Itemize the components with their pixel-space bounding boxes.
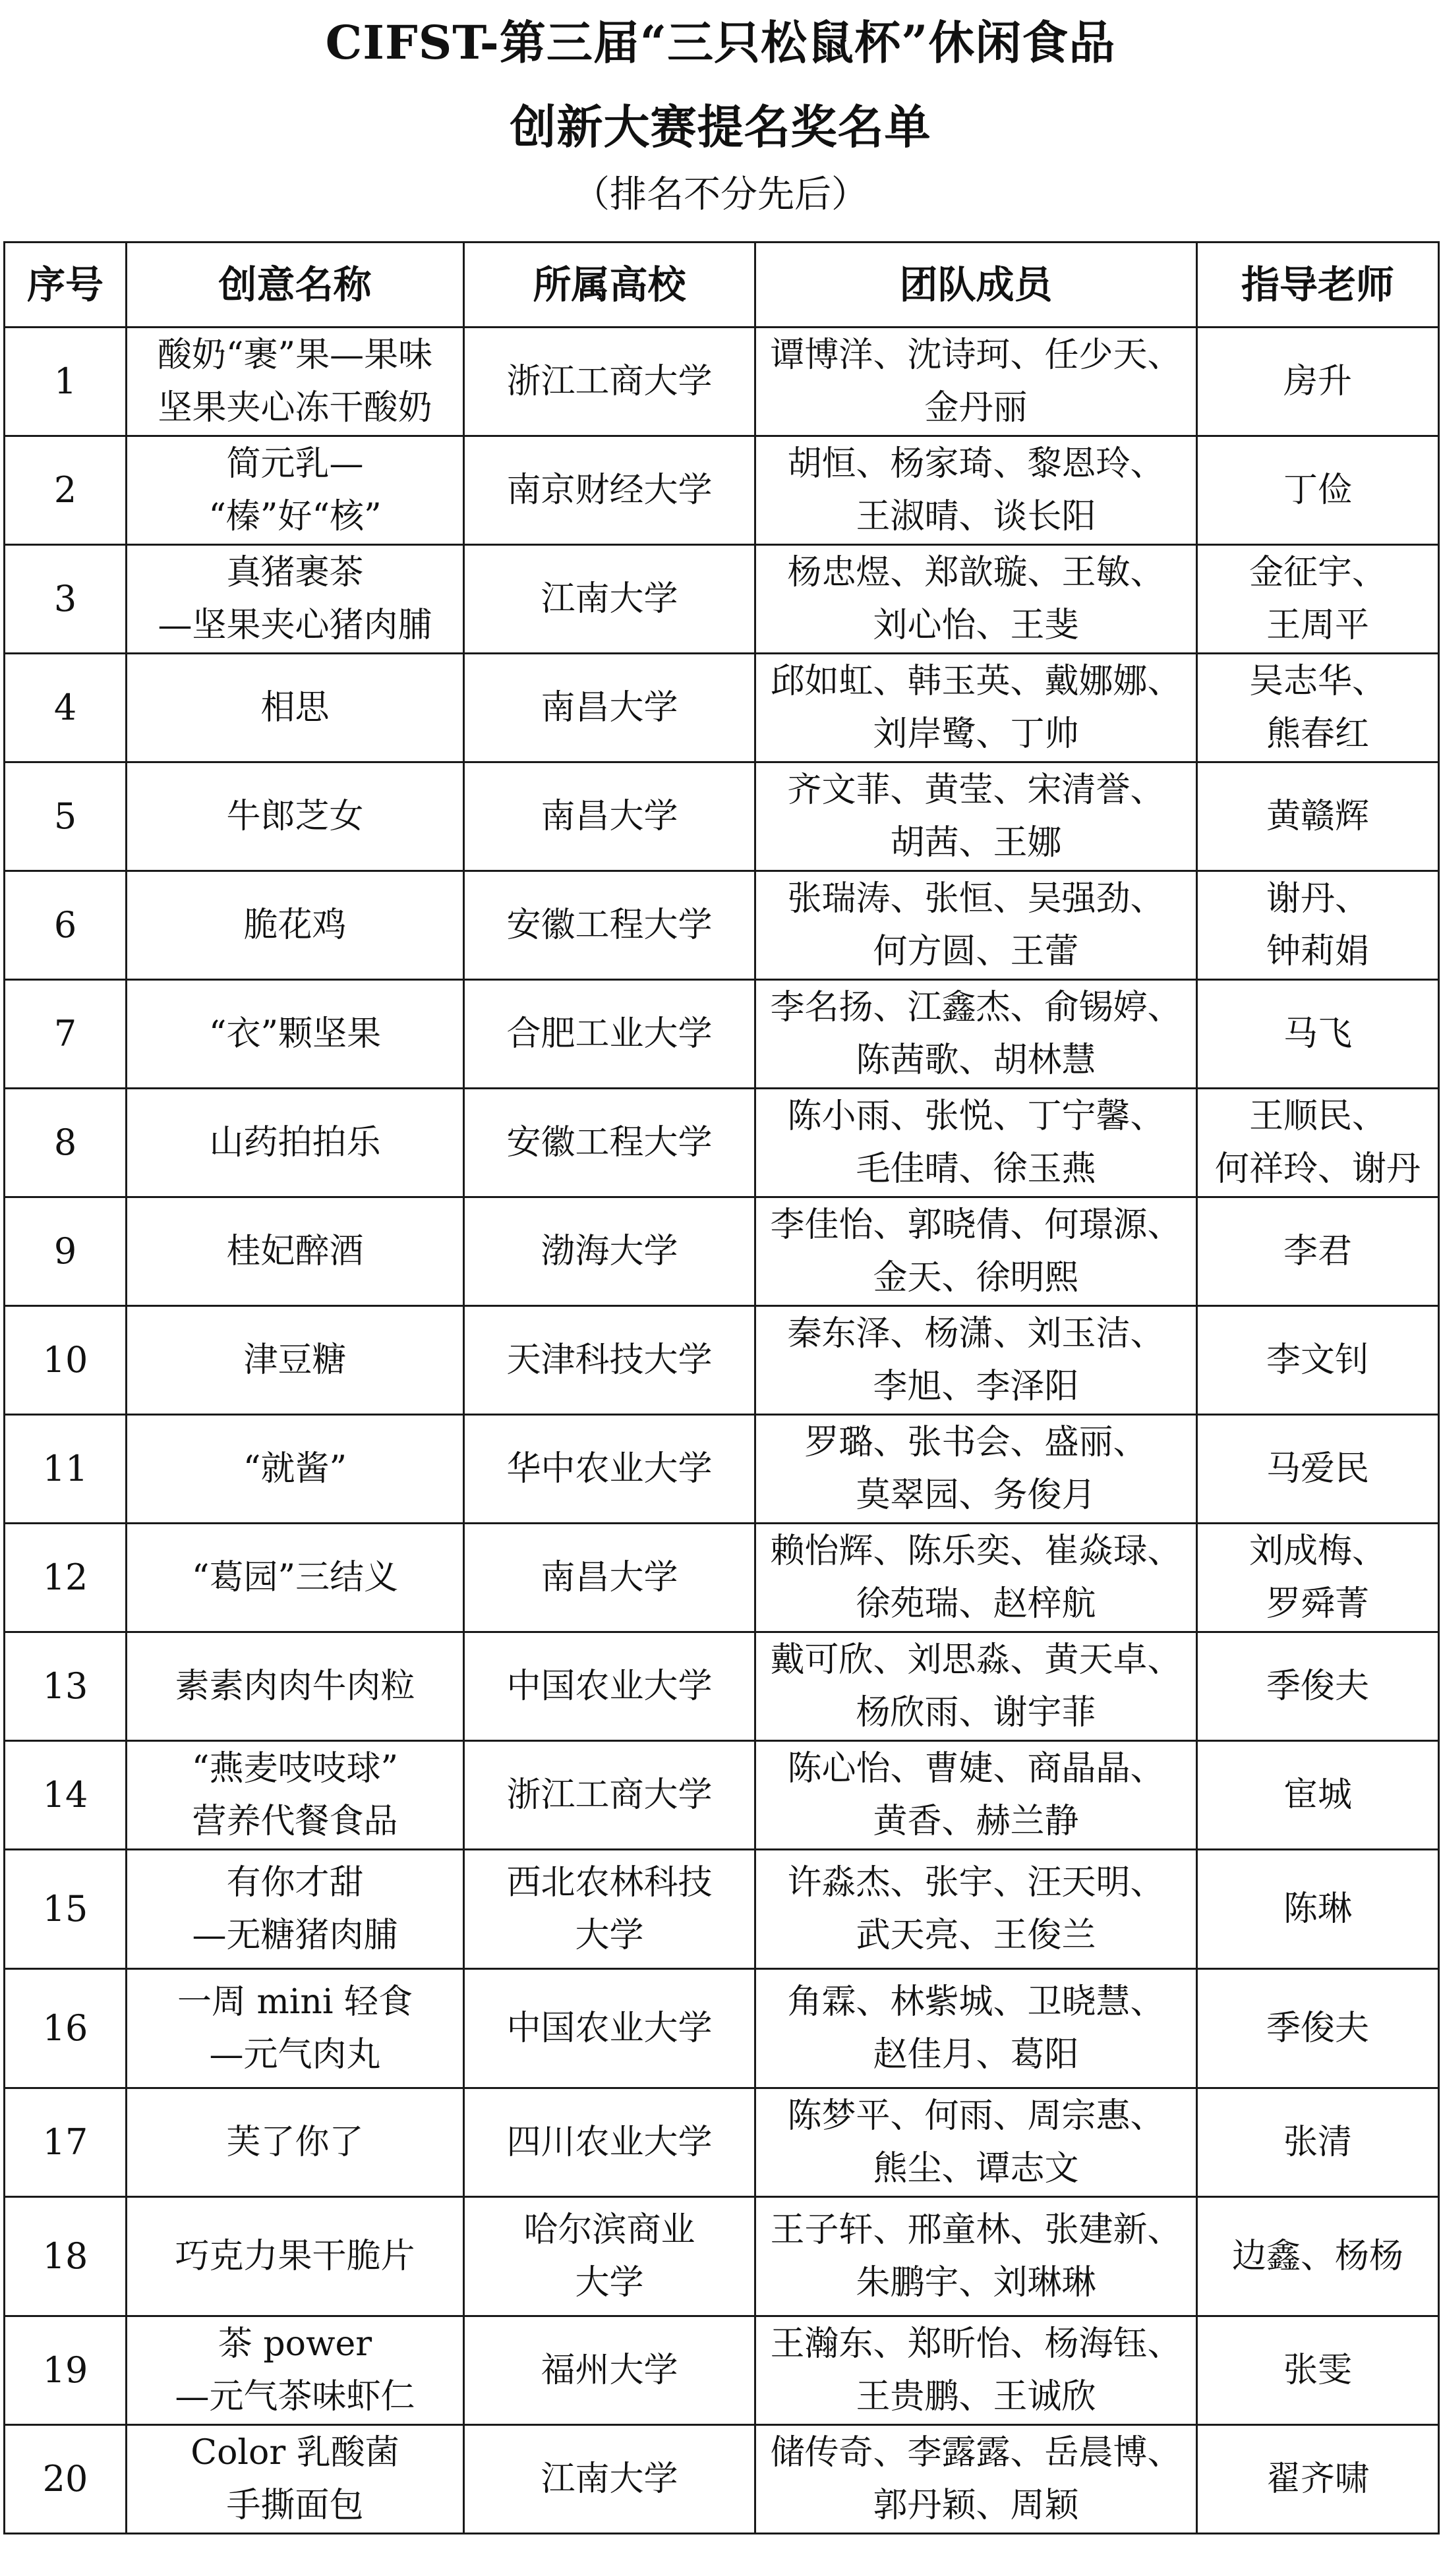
- cell-school: 天津科技大学: [464, 1306, 755, 1415]
- cell-team-members: 戴可欣、刘思淼、黄天卓、 杨欣雨、谢宇菲: [755, 1632, 1197, 1741]
- cell-index: 1: [5, 328, 127, 436]
- cell-idea-name: 相思: [127, 654, 464, 762]
- table-row: [5, 1850, 1439, 1969]
- cell-index: 14: [5, 1741, 127, 1850]
- cell-index: 13: [5, 1632, 127, 1741]
- table-row: [5, 2088, 1439, 2197]
- cell-team-members: 许淼杰、张宇、汪天明、 武天亮、王俊兰: [755, 1850, 1197, 1969]
- cell-advisor: 季俊夫: [1197, 1632, 1439, 1741]
- table-row: [5, 654, 1439, 762]
- cell-team-members: 谭博洋、沈诗珂、任少天、 金丹丽: [755, 328, 1197, 436]
- cell-idea-name: 牛郎芝女: [127, 762, 464, 871]
- cell-team-members: 齐文菲、黄莹、宋清誉、 胡茜、王娜: [755, 762, 1197, 871]
- cell-index: 7: [5, 980, 127, 1089]
- cell-index: 8: [5, 1089, 127, 1197]
- cell-school: 渤海大学: [464, 1197, 755, 1306]
- cell-idea-name: 巧克力果干脆片: [127, 2197, 464, 2316]
- cell-advisor: 李君: [1197, 1197, 1439, 1306]
- cell-idea-name: Color 乳酸菌 手撕面包: [127, 2425, 464, 2534]
- table-row: [5, 1197, 1439, 1306]
- cell-index: 17: [5, 2088, 127, 2197]
- table-row: [5, 1632, 1439, 1741]
- table-row: [5, 2197, 1439, 2316]
- cell-team-members: 李名扬、江鑫杰、俞锡婷、 陈茜歌、胡林慧: [755, 980, 1197, 1089]
- cell-school: 安徽工程大学: [464, 1089, 755, 1197]
- cell-team-members: 邱如虹、韩玉英、戴娜娜、 刘岸鹭、丁帅: [755, 654, 1197, 762]
- cell-index: 16: [5, 1969, 127, 2088]
- cell-team-members: 胡恒、杨家琦、黎恩玲、 王淑晴、谈长阳: [755, 436, 1197, 545]
- cell-school: 华中农业大学: [464, 1415, 755, 1524]
- table-row: [5, 436, 1439, 545]
- cell-advisor: 黄赣辉: [1197, 762, 1439, 871]
- cell-index: 10: [5, 1306, 127, 1415]
- cell-team-members: 李佳怡、郭晓倩、何璟源、 金天、徐明熙: [755, 1197, 1197, 1306]
- cell-index: 2: [5, 436, 127, 545]
- cell-idea-name: “衣”颗坚果: [127, 980, 464, 1089]
- table-row: [5, 1306, 1439, 1415]
- cell-school: 南昌大学: [464, 762, 755, 871]
- table-row: [5, 762, 1439, 871]
- cell-advisor: 马飞: [1197, 980, 1439, 1089]
- cell-advisor: 王顺民、 何祥玲、谢丹: [1197, 1089, 1439, 1197]
- cell-idea-name: 脆花鸡: [127, 871, 464, 980]
- cell-school: 南昌大学: [464, 1524, 755, 1632]
- cell-school: 安徽工程大学: [464, 871, 755, 980]
- cell-team-members: 杨忠煜、郑歆璇、王敏、 刘心怡、王斐: [755, 545, 1197, 654]
- table-row: [5, 871, 1439, 980]
- table-row: [5, 1524, 1439, 1632]
- cell-school: 南京财经大学: [464, 436, 755, 545]
- cell-advisor: 宦城: [1197, 1741, 1439, 1850]
- cell-team-members: 储传奇、李露露、岳晨博、 郭丹颖、周颖: [755, 2425, 1197, 2534]
- document-title-line2: 创新大赛提名奖名单: [510, 100, 931, 154]
- cell-school: 中国农业大学: [464, 1969, 755, 2088]
- cell-idea-name: 真猪裹茶 —坚果夹心猪肉脯: [127, 545, 464, 654]
- cell-advisor: 边鑫、杨杨: [1197, 2197, 1439, 2316]
- cell-index: 5: [5, 762, 127, 871]
- cell-school: 江南大学: [464, 2425, 755, 2534]
- cell-advisor: 季俊夫: [1197, 1969, 1439, 2088]
- header-index: 序号: [5, 243, 127, 328]
- cell-index: 4: [5, 654, 127, 762]
- header-school: 所属高校: [464, 243, 755, 328]
- cell-index: 11: [5, 1415, 127, 1524]
- table-header-row: [5, 243, 1439, 328]
- cell-index: 19: [5, 2316, 127, 2425]
- cell-team-members: 角霖、林紫城、卫晓慧、 赵佳月、葛阳: [755, 1969, 1197, 2088]
- table-body: [5, 328, 1439, 2534]
- cell-index: 18: [5, 2197, 127, 2316]
- cell-idea-name: 芙了你了: [127, 2088, 464, 2197]
- cell-advisor: 金征宇、 王周平: [1197, 545, 1439, 654]
- cell-idea-name: 素素肉肉牛肉粒: [127, 1632, 464, 1741]
- cell-school: 江南大学: [464, 545, 755, 654]
- table-row: [5, 1415, 1439, 1524]
- cell-school: 浙江工商大学: [464, 328, 755, 436]
- table-row: [5, 545, 1439, 654]
- cell-idea-name: 酸奶“裹”果—果味 坚果夹心冻干酸奶: [127, 328, 464, 436]
- cell-advisor: 谢丹、 钟莉娟: [1197, 871, 1439, 980]
- cell-index: 15: [5, 1850, 127, 1969]
- cell-idea-name: 津豆糖: [127, 1306, 464, 1415]
- cell-index: 9: [5, 1197, 127, 1306]
- cell-advisor: 房升: [1197, 328, 1439, 436]
- cell-school: 合肥工业大学: [464, 980, 755, 1089]
- cell-advisor: 张雯: [1197, 2316, 1439, 2425]
- document-title: CIFST-第三届“三只松鼠杯”休闲食品: [325, 15, 1116, 70]
- cell-advisor: 李文钊: [1197, 1306, 1439, 1415]
- cell-advisor: 陈琳: [1197, 1850, 1439, 1969]
- table-row: [5, 1969, 1439, 2088]
- cell-idea-name: 茶 power —元气茶味虾仁: [127, 2316, 464, 2425]
- cell-idea-name: “葛园”三结义: [127, 1524, 464, 1632]
- cell-advisor: 丁俭: [1197, 436, 1439, 545]
- table-row: [5, 2425, 1439, 2534]
- cell-idea-name: “就酱”: [127, 1415, 464, 1524]
- cell-advisor: 吴志华、 熊春红: [1197, 654, 1439, 762]
- cell-idea-name: 一周 mini 轻食 —元气肉丸: [127, 1969, 464, 2088]
- cell-school: 福州大学: [464, 2316, 755, 2425]
- cell-idea-name: 有你才甜 —无糖猪肉脯: [127, 1850, 464, 1969]
- cell-advisor: 张清: [1197, 2088, 1439, 2197]
- cell-advisor: 翟齐啸: [1197, 2425, 1439, 2534]
- header-advisor: 指导老师: [1197, 243, 1439, 328]
- cell-school: 哈尔滨商业 大学: [464, 2197, 755, 2316]
- cell-idea-name: “燕麦吱吱球” 营养代餐食品: [127, 1741, 464, 1850]
- cell-school: 中国农业大学: [464, 1632, 755, 1741]
- cell-index: 12: [5, 1524, 127, 1632]
- cell-team-members: 陈小雨、张悦、丁宁馨、 毛佳晴、徐玉燕: [755, 1089, 1197, 1197]
- table-row: [5, 328, 1439, 436]
- cell-school: 西北农林科技 大学: [464, 1850, 755, 1969]
- cell-index: 6: [5, 871, 127, 980]
- cell-team-members: 陈心怡、曹婕、商晶晶、 黄香、赫兰静: [755, 1741, 1197, 1850]
- table-row: [5, 1741, 1439, 1850]
- table-row: [5, 2316, 1439, 2425]
- cell-team-members: 王子轩、邢童林、张建新、 朱鹏宇、刘琳琳: [755, 2197, 1197, 2316]
- header-team-members: 团队成员: [755, 243, 1197, 328]
- cell-idea-name: 山药拍拍乐: [127, 1089, 464, 1197]
- cell-team-members: 秦东泽、杨潇、刘玉洁、 李旭、李泽阳: [755, 1306, 1197, 1415]
- cell-team-members: 赖怡辉、陈乐奕、崔焱琭、 徐苑瑞、赵梓航: [755, 1524, 1197, 1632]
- cell-team-members: 王瀚东、郑昕怡、杨海钰、 王贵鹏、王诚欣: [755, 2316, 1197, 2425]
- cell-team-members: 陈梦平、何雨、周宗惠、 熊尘、谭志文: [755, 2088, 1197, 2197]
- nomination-table: [3, 241, 1440, 2534]
- cell-school: 南昌大学: [464, 654, 755, 762]
- cell-school: 四川农业大学: [464, 2088, 755, 2197]
- cell-team-members: 罗璐、张书会、盛丽、 莫翠园、务俊月: [755, 1415, 1197, 1524]
- table-row: [5, 980, 1439, 1089]
- cell-idea-name: 简元乳— “榛”好“核”: [127, 436, 464, 545]
- cell-advisor: 刘成梅、 罗舜菁: [1197, 1524, 1439, 1632]
- cell-advisor: 马爱民: [1197, 1415, 1439, 1524]
- document-subtitle: （排名不分先后）: [573, 173, 868, 216]
- cell-idea-name: 桂妃醉酒: [127, 1197, 464, 1306]
- header-idea-name: 创意名称: [127, 243, 464, 328]
- cell-index: 20: [5, 2425, 127, 2534]
- cell-index: 3: [5, 545, 127, 654]
- table-row: [5, 1089, 1439, 1197]
- cell-team-members: 张瑞涛、张恒、吴强劲、 何方圆、王蕾: [755, 871, 1197, 980]
- cell-school: 浙江工商大学: [464, 1741, 755, 1850]
